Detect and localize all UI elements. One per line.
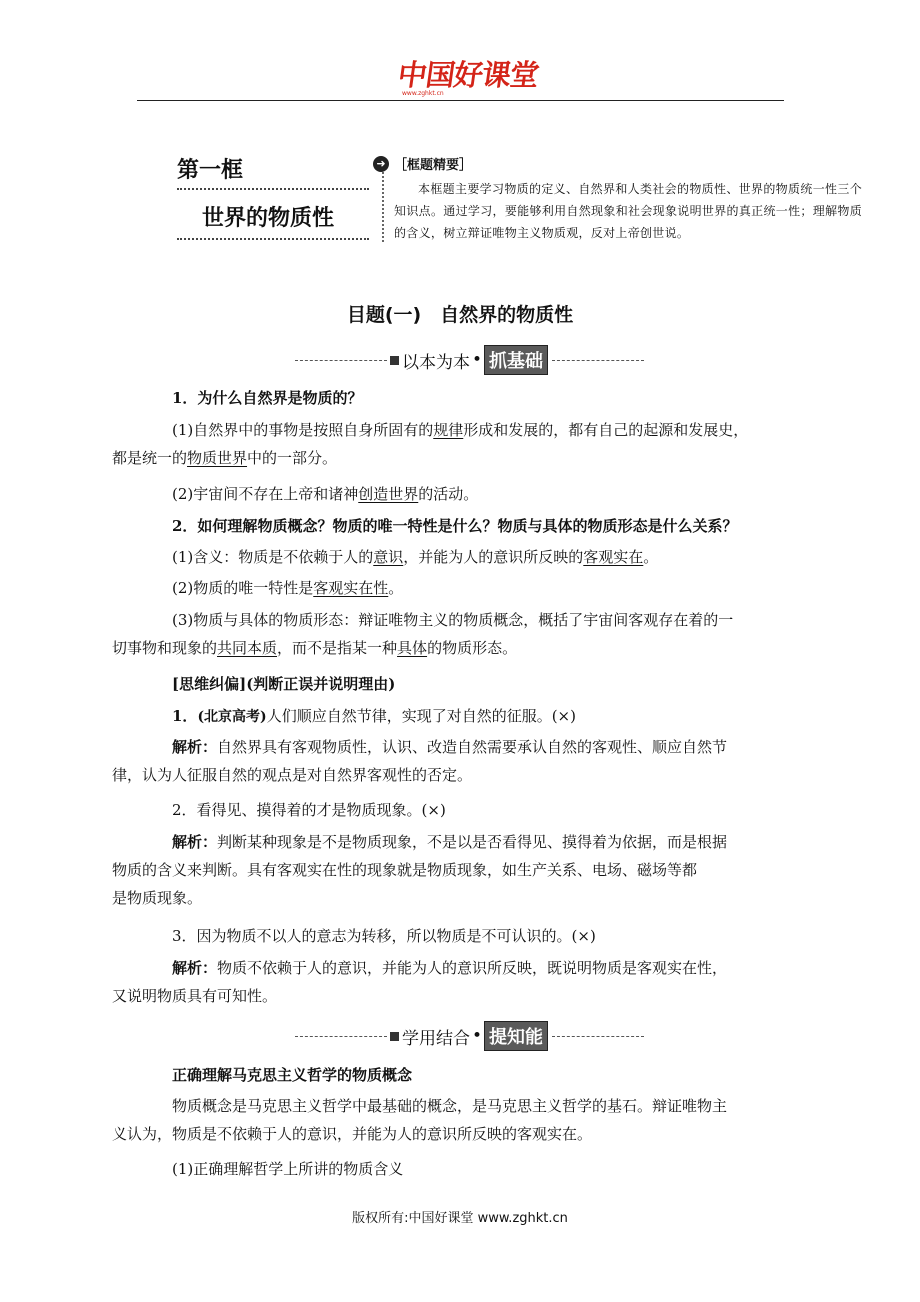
- banner-dash: [295, 360, 387, 361]
- question-1-title: 1．为什么自然界是物质的？: [172, 389, 363, 407]
- judgement-item-2: 2．看得见、摸得着的才是物质现象。(×): [172, 801, 446, 819]
- question-1-para-1: (1)自然界中的事物是按照自身所固有的规律形成和发展的，都有自己的起源和发展史， 都是统一的物质世界中的一部分。: [112, 421, 749, 467]
- banner-dash: [552, 360, 644, 361]
- arrow-right-icon: ➜: [373, 156, 389, 172]
- brand-logo-url: www.zghkt.cn: [402, 90, 444, 97]
- header-rule: [137, 100, 784, 101]
- thinking-corrections-title: [思维纠偏](判断正误并说明理由): [172, 675, 396, 693]
- brand-logo: 中国好课堂: [395, 58, 541, 92]
- frame-title: 第一框: [177, 158, 244, 183]
- question-2-para-1: (1)含义：物质是不依赖于人的意识，并能为人的意识所反映的客观实在。: [172, 548, 659, 566]
- summary-label: ［框题精要］: [394, 158, 473, 173]
- banner-dash: [552, 1036, 644, 1037]
- question-2-para-2: (2)物质的唯一特性是客观实在性。: [172, 579, 404, 597]
- summary-text: 本框题主要学习物质的定义、自然界和人类社会的物质性、世界的物质统一性三个知识点。通过学习，要能够利用自然现象和社会现象说明世界的真正统一性；理解物质的含义，树立辩证唯物主义物质观，反对上帝创世说。: [394, 182, 862, 240]
- concept-paragraph: 物质概念是马克思主义哲学中最基础的概念，是马克思主义哲学的基石。辩证唯物主 义认为，物质是不依赖于人的意识，并能为人的意识所反映的客观实在。: [112, 1097, 728, 1143]
- square-bullet-icon: [390, 356, 399, 365]
- question-2-title: 2．如何理解物质概念？物质的唯一特性是什么？物质与具体的物质形态是什么关系？: [172, 517, 738, 535]
- copyright-footer: 版权所有:中国好课堂 www.zghkt.cn: [352, 1211, 568, 1226]
- dotted-divider: [177, 238, 369, 240]
- banner-badge: 抓基础: [484, 345, 548, 375]
- square-bullet-icon: [390, 1032, 399, 1041]
- judgement-item-1-explanation: 解析：自然界具有客观物质性，认识、改造自然需要承认自然的客观性、顺应自然节 律，认为人征服自然的观点是对自然界客观性的否定。: [112, 738, 728, 784]
- judgement-item-3-explanation: 解析：物质不依赖于人的意识，并能为人的意识所反映，既说明物质是客观实在性， 又说明物质具有可知性。: [112, 959, 728, 1005]
- dotted-divider: [177, 188, 369, 190]
- banner-dot: •: [472, 350, 483, 370]
- question-1-para-2: (2)宇宙间不存在上帝和诸神创造世界的活动。: [172, 485, 479, 503]
- banner-badge: 提知能: [484, 1021, 548, 1051]
- question-2-para-3: (3)物质与具体的物质形态：辩证唯物主义的物质概念，概括了宇宙间客观存在着的一 切事物和现象的共同本质，而不是指某一种具体的物质形态。: [112, 611, 734, 657]
- concept-subheading: (1)正确理解哲学上所讲的物质含义: [172, 1160, 404, 1178]
- frame-subtitle: 世界的物质性: [202, 206, 335, 231]
- judgement-item-1: 1．(北京高考)人们顺应自然节律，实现了对自然的征服。(×): [172, 707, 576, 725]
- section-banner-application: [295, 1024, 644, 1048]
- section-banner-basics: [295, 348, 644, 372]
- concept-heading: 正确理解马克思主义哲学的物质概念: [172, 1066, 413, 1084]
- banner-dot: •: [472, 1026, 483, 1046]
- judgement-item-2-explanation: 解析：判断某种现象是不是物质现象，不是以是否看得见、摸得着为依据，而是根据 物质的含义来判断。具有客观实在性的现象就是物质现象，如生产关系、电场、磁场等都 是物质现象。: [112, 833, 728, 907]
- banner-dash: [295, 1036, 387, 1037]
- banner-text: 以本为本: [402, 352, 470, 373]
- banner-text: 学用结合: [402, 1028, 470, 1049]
- judgement-item-3: 3．因为物质不以人的意志为转移，所以物质是不可认识的。(×): [172, 927, 596, 945]
- section-title: 目题(一) 自然界的物质性: [346, 304, 574, 326]
- vertical-dotted-divider: [382, 168, 384, 242]
